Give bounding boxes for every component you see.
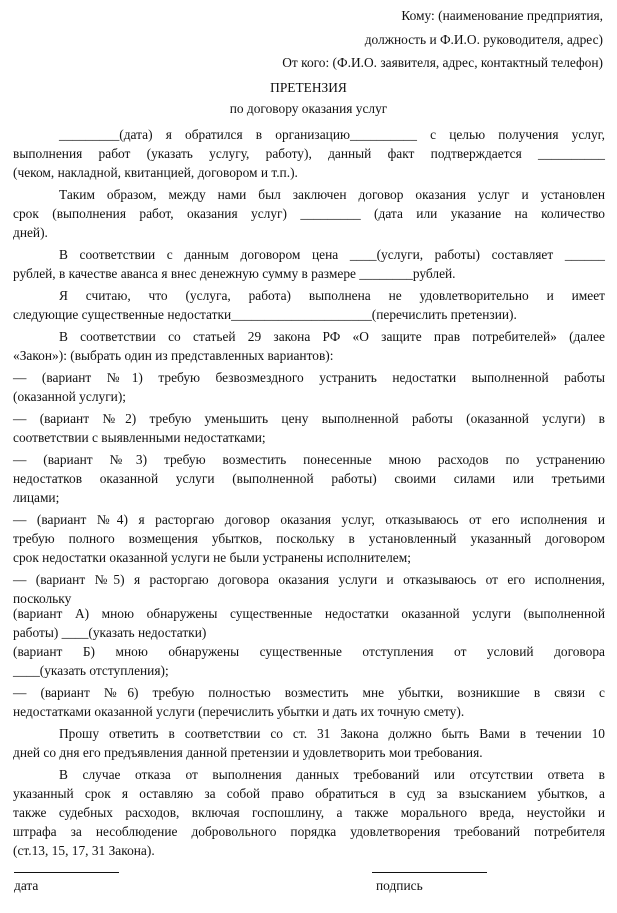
variant-2-line-2: соответствии с выявленными недостатками;: [13, 430, 266, 445]
paragraph-7-line-5: (ст.13, 15, 17, 31 Закона).: [13, 843, 155, 858]
header-from-line: От кого: (Ф.И.О. заявителя, адрес, контактный телефон): [282, 55, 603, 70]
paragraph-4-line-1: Я считаю, что (услуга, работа) выполнена не удовлетворительно и имеет: [59, 288, 605, 303]
paragraph-4-line-2: следующие существенные недостатки_____________________(перечислить претензии).: [13, 307, 517, 322]
paragraph-5-line-1: В соответствии со статьей 29 закона РФ «О защите прав потребителей» (далее: [59, 329, 605, 344]
paragraph-7-line-2: указанный срок я оставляю за собой право обратиться в суд за взысканием убытков, а: [13, 786, 605, 801]
paragraph-2-line-1: Таким образом, между нами был заключен договор оказания услуг и установлен: [59, 187, 605, 202]
paragraph-3-line-1: В соответствии с данным договором цена ____(услуги, работы) составляет ______: [59, 247, 605, 262]
variant-1-line-1: — (вариант №1) требую безвозмездного устранить недостатки выполненной работы: [13, 370, 605, 385]
variant-3-line-1: — (вариант №3) требую возместить понесенные мною расходов по устранению: [13, 452, 605, 467]
paragraph-2-line-2: срок (выполнения работ, оказания услуг) _________ (дата или указание на количество: [13, 206, 605, 221]
variant-5a-line-2: работы) ____(указать недостатки): [13, 625, 207, 640]
variant-6-line-1: — (вариант №6) требую полностью возместить мне убытки, возникшие в связи с: [13, 685, 605, 700]
date-signature-line: [14, 872, 119, 873]
paragraph-7-line-3: также судебных расходов, включая госпошлину, а также морального вреда, неустойки и: [13, 805, 605, 820]
document-title: ПРЕТЕНЗИЯ: [270, 80, 347, 95]
variant-4-line-3: срок недостатки оказанной услуги не были устранены исполнителем;: [13, 550, 411, 565]
paragraph-7-line-4: штрафа за несоблюдение добровольного порядка удовлетворения требований потребителя: [13, 824, 605, 839]
date-label: дата: [14, 878, 39, 893]
variant-6-line-2: недостатками оказанной услуги (перечислить убытки и дать их точную смету).: [13, 704, 465, 719]
variant-5-line-2: поскольку: [13, 591, 72, 606]
paragraph-7-line-1: В случае отказа от выполнения данных требований или отсутствии ответа в: [59, 767, 605, 782]
paragraph-5-line-2: «Закон»): (выбрать один из представленных вариантов):: [13, 348, 334, 363]
header-to-line-2: должность и Ф.И.О. руководителя, адрес): [364, 32, 603, 47]
variant-1-line-2: (оказанной услуги);: [13, 389, 127, 404]
paragraph-1-line-1: _________(дата) я обратился в организацию__________ с целью получения услуг,: [59, 127, 605, 142]
variant-4-line-2: требую полного возмещения убытков, поскольку в установленный указанный договором: [13, 531, 605, 546]
paragraph-2-line-3: дней).: [13, 225, 48, 240]
variant-5b-line-2: ____(указать отступления);: [13, 663, 169, 678]
paragraph-6-line-2: дней со дня его предъявления данной претензии и удовлетворить мои требования.: [13, 745, 483, 760]
header-to-line-1: Кому: (наименование предприятия,: [401, 8, 603, 23]
variant-2-line-1: — (вариант №2) требую уменьшить цену выполненной работы (оказанной услуги) в: [13, 411, 605, 426]
sign-label: подпись: [376, 878, 423, 893]
variant-3-line-2: недостатков оказанной услуги (выполненной работы) своими силами или третьими: [13, 471, 605, 486]
paragraph-1-line-3: (чеком, накладной, квитанцией, договором и т.п.).: [13, 165, 298, 180]
variant-3-line-3: лицами;: [13, 490, 60, 505]
paragraph-6-line-1: Прошу ответить в соответствии со ст. 31 Закона должно быть Вами в течении 10: [59, 726, 605, 741]
paragraph-1-line-2: выполнения работ (указать услугу, работу), данный факт подтверждается __________: [13, 146, 605, 161]
variant-5-line-1: — (вариант №5) я расторгаю договора оказания услуги и отказываюсь от его исполнения,: [13, 572, 605, 587]
paragraph-3-line-2: рублей, в качестве аванса я внес денежную сумму в размере ________рублей.: [13, 266, 456, 281]
document-subtitle: по договору оказания услуг: [229, 101, 388, 116]
sign-signature-line: [372, 872, 487, 873]
variant-5b-line-1: (вариант Б) мною обнаружены существенные отступления от условий договора: [13, 644, 605, 659]
variant-5a-line-1: (вариант А) мною обнаружены существенные недостатки оказанной услуги (выполненной: [13, 606, 605, 621]
variant-4-line-1: — (вариант №4) я расторгаю договор оказания услуг, отказываюсь от его исполнения и: [13, 512, 605, 527]
